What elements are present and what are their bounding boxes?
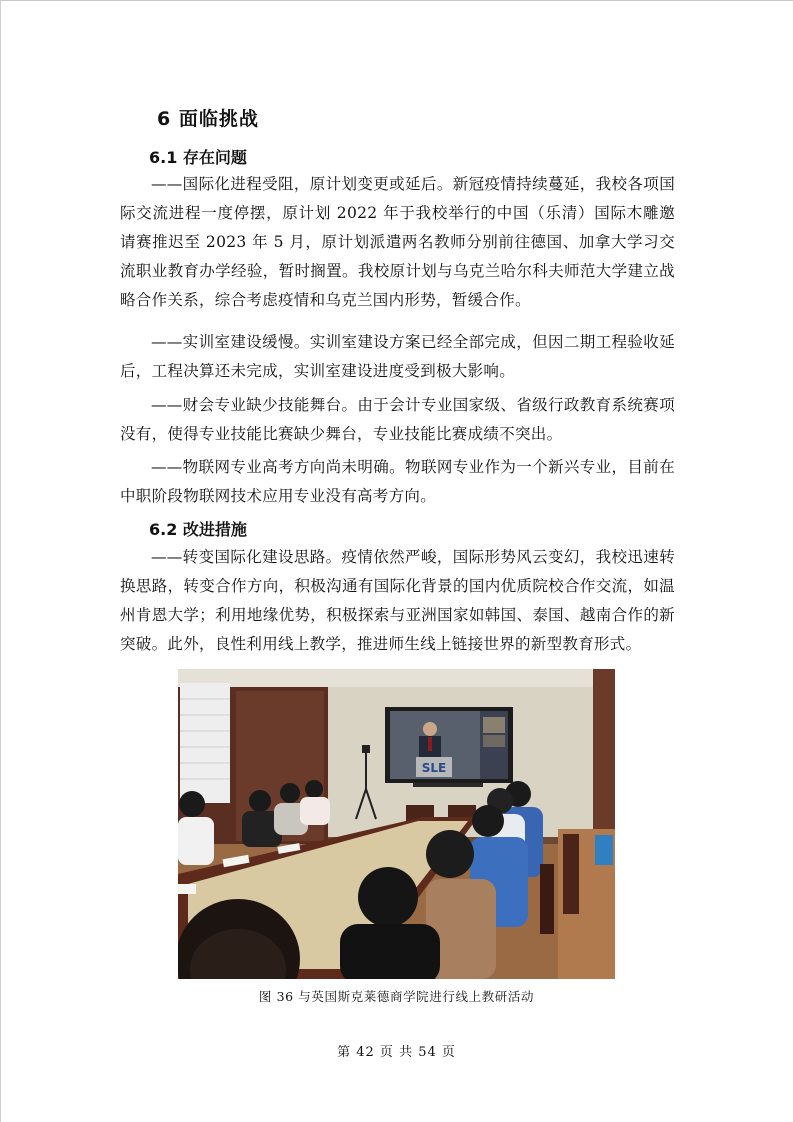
paragraph-iot: ——物联网专业高考方向尚未明确。物联网专业作为一个新兴专业，目前在中职阶段物联网技术应用专业没有高考方向。: [120, 458, 675, 505]
page-border-top: [0, 0, 793, 1]
paragraph-internationalization: ——国际化进程受阻，原计划变更或延后。新冠疫情持续蔓延，我校各项国际交流进程一度停摆，原计划 2022 年于我校举行的中国（乐清）国际木雕邀请赛推迟至 2023 年 5 月，原计划派遣两名教师分别前往德国、加拿大学习交流职业教育办学经验，暂时搁置。我校原计划与乌克兰哈尔科夫师范大学建立战略合作关系，综合考虑疫情和乌克兰国内形势，暂缓合作。: [120, 175, 675, 309]
meeting-photo: [178, 669, 615, 979]
screen-logo-text: SLE: [421, 761, 447, 775]
paragraph-accounting: ——财会专业缺少技能舞台。由于会计专业国家级、省级行政教育系统赛项没有，使得专业技能比赛缺少舞台，专业技能比赛成绩不突出。: [120, 396, 675, 443]
section-title: 6 面临挑战: [157, 108, 259, 130]
figure-caption: 图 36 与英国斯克莱德商学院进行线上教研活动: [258, 989, 535, 1004]
subsection-title-problems: 6.1 存在问题: [149, 148, 247, 167]
page-border-left: [0, 0, 1, 1122]
meeting-photo-illustration: [178, 669, 615, 979]
subsection-title-improvements: 6.2 改进措施: [149, 520, 247, 539]
page-number: 第 42 页 共 54 页: [337, 1045, 456, 1060]
paragraph-training-room: ——实训室建设缓慢。实训室建设方案已经全部完成，但因二期工程验收延后，工程决算还未完成，实训室建设进度受到极大影响。: [120, 333, 675, 380]
paragraph-improvement: ——转变国际化建设思路。疫情依然严峻，国际形势风云变幻，我校迅速转换思路，转变合作方向，积极沟通有国际化背景的国内优质院校合作交流，如温州肯恩大学；利用地缘优势，积极探索与亚洲国家如韩国、泰国、越南合作的新突破。此外，良性利用线上教学，推进师生线上链接世界的新型教育形式。: [120, 548, 675, 653]
